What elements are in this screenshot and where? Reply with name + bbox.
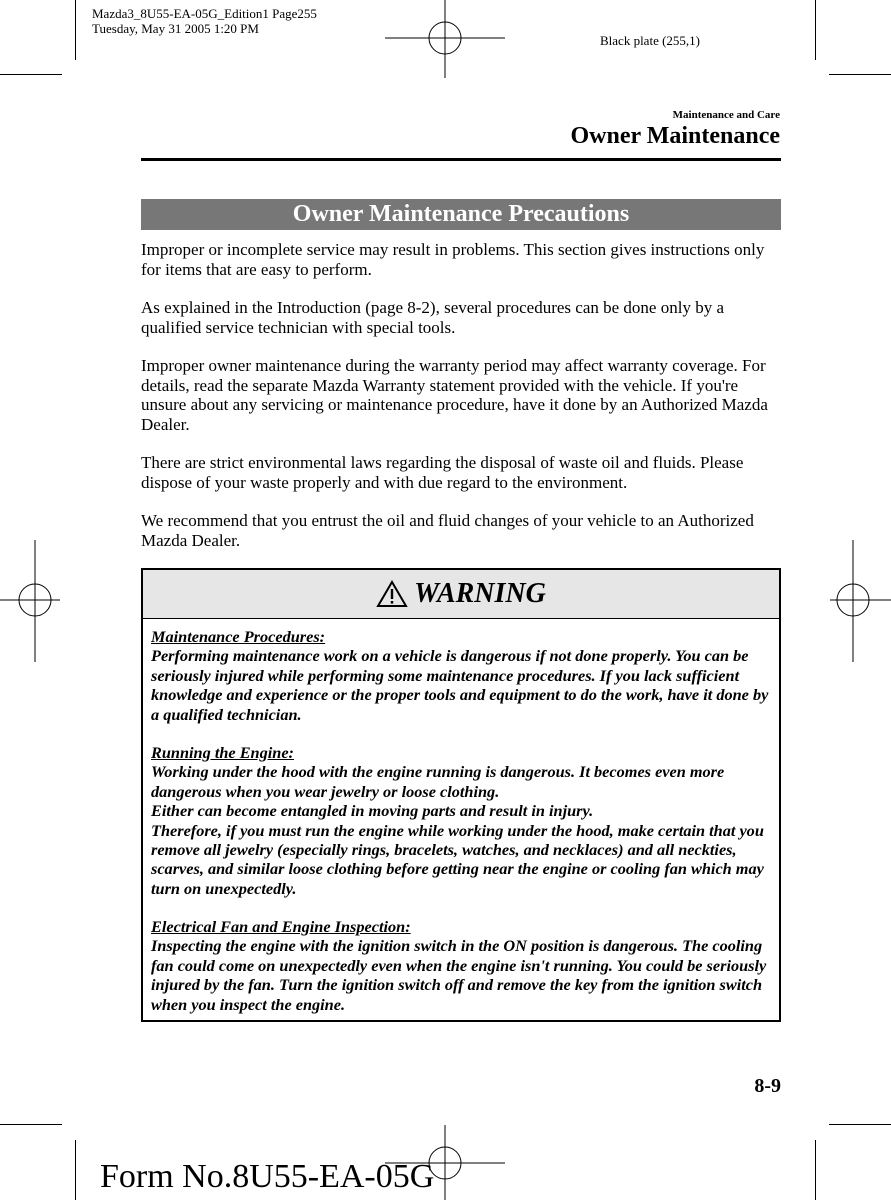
registration-mark-right-icon [830,540,891,662]
warning-title: WARNING [414,578,546,609]
registration-mark-left-icon [0,540,60,662]
form-number: Form No.8U55-EA-05G [100,1158,435,1195]
paragraph-3: Improper owner maintenance during the warranty period may affect warranty coverage. For details, read the separate Mazda Warranty statement provided with the vehicle. If you're unsure about any servicing or maintenance procedure, have it done by an Authorized Mazda Dealer. [141,356,768,434]
warning-subheading: Maintenance Procedures: [151,627,326,646]
warning-section-fan [151,917,771,1014]
warning-text: Working under the hood with the engine running is dangerous. It becomes even more dangerous when you wear jewelry or loose clothing. Either can become entangled in moving parts and result in injury. Therefore, if you must run the engine while working under the hood, make certain that you remove all jewelry (especially rings, bracelets, watches, and necklaces) and all neckties, scarves, and similar loose clothing before getting near the engine or cooling fan which may turn on unexpectedly. [151,762,764,898]
paragraph-4: There are strict environmental laws regarding the disposal of waste oil and fluids. Please dispose of your waste properly and with due regard to the environment. [141,453,744,492]
section-title: Owner Maintenance [570,123,780,149]
warning-text: Inspecting the engine with the ignition switch in the ON position is dangerous. The cooling fan could come on unexpectedly even when the engine isn't running. You could be seriously injured by the fan. Turn the ignition switch off and remove the key from the ignition switch when you inspect the engine. [151,936,767,1014]
warning-triangle-icon [376,580,408,608]
page-number: 8-9 [754,1075,781,1097]
warning-subheading: Running the Engine: [151,743,294,762]
paragraph-5: We recommend that you entrust the oil and fluid changes of your vehicle to an Authorized Mazda Dealer. [141,511,754,550]
paragraph-2: As explained in the Introduction (page 8-2), several procedures can be done only by a qualified service technician with special tools. [141,298,724,337]
section-banner: Owner Maintenance Precautions [141,199,781,230]
warning-text: Performing maintenance work on a vehicle is dangerous if not done properly. You can be seriously injured while performing some maintenance procedures. If you lack sufficient knowledge and experience or the proper tools and equipment to do the work, have it done by a qualified technician. [151,646,769,724]
print-meta-line2: Tuesday, May 31 2005 1:20 PM [92,21,259,36]
warning-section-engine [151,743,771,898]
warning-box [141,568,781,1022]
print-meta-line1: Mazda3_8U55-EA-05G_Edition1 Page255 [92,6,317,21]
header-rule [141,158,781,161]
plate-label: Black plate (255,1) [600,33,700,48]
chapter-title: Maintenance and Care [672,109,780,121]
paragraph-1: Improper or incomplete service may result in problems. This section gives instructions only for items that are easy to perform. [141,240,765,279]
warning-header [143,570,779,619]
registration-mark-top-icon [385,0,505,80]
warning-subheading: Electrical Fan and Engine Inspection: [151,917,411,936]
warning-section-maintenance [151,627,771,724]
